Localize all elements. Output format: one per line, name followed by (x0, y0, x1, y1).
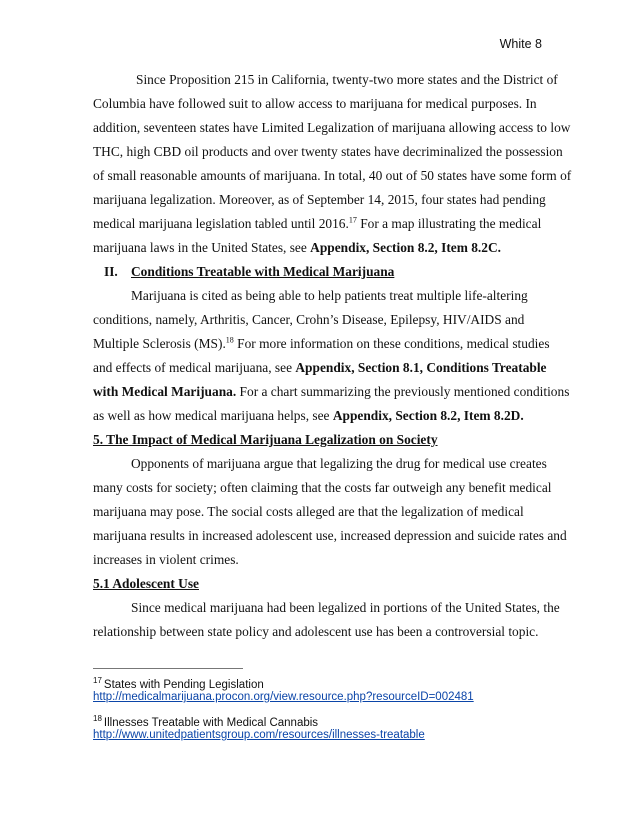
section5-line: Opponents of marijuana argue that legalizing the drug for medical use creates (131, 456, 547, 471)
section5-line: marijuana results in increased adolescent use, increased depression and suicide rates and (93, 528, 567, 543)
intro-line: marijuana legalization. Moreover, as of September 14, 2015, four states had pending (93, 192, 546, 207)
footnote-18-link[interactable]: http://www.unitedpatientsgroup.com/resources/illnesses-treatable (93, 729, 425, 741)
footnote-separator (93, 668, 243, 669)
appendix-reference: Appendix, Section 8.1, Conditions Treatable (295, 360, 547, 375)
section2-line (93, 384, 569, 400)
footnote-ref-17[interactable]: 17 (348, 215, 357, 225)
section51-line: relationship between state policy and adolescent use has been a controversial topic. (93, 624, 539, 639)
page-header: White 8 (499, 37, 542, 51)
section2-line (93, 336, 550, 352)
intro-text: marijuana laws in the United States, see (93, 240, 311, 255)
section-numeral: II. (104, 264, 118, 279)
appendix-reference: with Medical Marijuana. (93, 384, 237, 399)
intro-line (93, 240, 501, 256)
section2-text: For a chart summarizing the previously mentioned conditions (236, 384, 570, 399)
section2-text: Multiple Sclerosis (MS). (93, 336, 226, 351)
intro-line: Since Proposition 215 in California, twenty-two more states and the District of (136, 72, 558, 87)
section5-line: many costs for society; often claiming that the costs far outweigh any benefit medical (93, 480, 552, 495)
section2-text: as well as how medical marijuana helps, see (93, 408, 333, 423)
section2-line (93, 360, 547, 376)
intro-text: medical marijuana legislation tabled until 2016. (93, 216, 349, 231)
intro-line (93, 216, 541, 232)
section2-text: For more information on these conditions, medical studies (233, 336, 550, 351)
section2-line (93, 408, 524, 424)
section5-line: increases in violent crimes. (93, 552, 239, 567)
section-heading: 5. The Impact of Medical Marijuana Legalization on Society (93, 432, 438, 447)
section51-line: Since medical marijuana had been legalized in portions of the United States, the (131, 600, 560, 615)
appendix-reference: Appendix, Section 8.2, Item 8.2D. (332, 408, 524, 423)
footnote-ref-18[interactable]: 18 (225, 335, 234, 345)
intro-line: addition, seventeen states have Limited Legalization of marijuana allowing access to low (93, 120, 571, 135)
footnote-number: 17 (93, 676, 102, 685)
intro-line: of small reasonable amounts of marijuana. In total, 40 out of 50 states have some form of (93, 168, 572, 183)
intro-line: Columbia have followed suit to allow access to marijuana for medical purposes. In (93, 96, 537, 111)
intro-text: For a map illustrating the medical (356, 216, 542, 231)
intro-line: THC, high CBD oil products and over twenty states have decriminalized the possession (93, 144, 563, 159)
section2-text: and effects of medical marijuana, see (93, 360, 296, 375)
footnote-number: 18 (93, 714, 102, 723)
section-heading: 5.1 Adolescent Use (93, 576, 199, 591)
section-heading: Conditions Treatable with Medical Marijuana (131, 264, 395, 279)
appendix-reference: Appendix, Section 8.2, Item 8.2C. (310, 240, 501, 255)
section2-line: Marijuana is cited as being able to help patients treat multiple life-altering (131, 288, 528, 303)
footnote-17-link[interactable]: http://medicalmarijuana.procon.org/view.resource.php?resourceID=002481 (93, 691, 474, 703)
section5-line: marijuana may pose. The social costs alleged are that the legalization of medical (93, 504, 524, 519)
footnote-title: States with Pending Legislation (103, 678, 264, 691)
section2-line: conditions, namely, Arthritis, Cancer, Crohn’s Disease, Epilepsy, HIV/AIDS and (93, 312, 525, 327)
footnote-title: Illnesses Treatable with Medical Cannabis (103, 716, 319, 729)
